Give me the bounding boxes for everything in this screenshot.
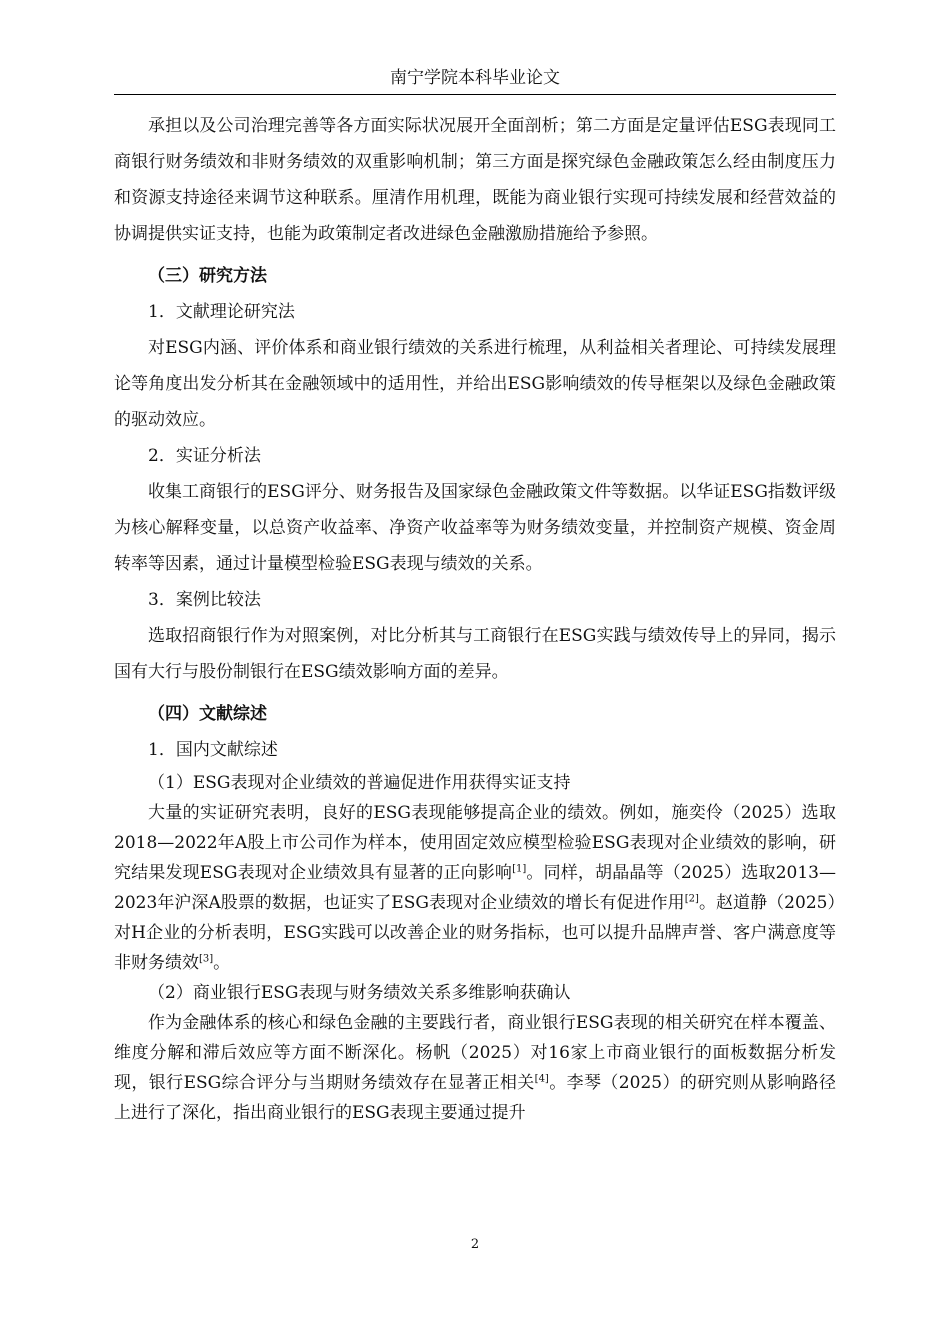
citation-4: [4] [534,1073,549,1085]
review-1a-text-1: 大量的实证研究表明，良好的ESG表现能够提高企业的绩效。例如，施奕伶（2025）选取2018—2022年A股上市公司作为样本，使用固定效应模型检验ESG表现对企业绩效的影响，研究结果发现ESG表现对企业绩效具有显著的正向影响 [114,803,836,883]
paragraph-intro: 承担以及公司治理完善等各方面实际状况展开全面剖析；第二方面是定量评估ESG表现同工商银行财务绩效和非财务绩效的双重影响机制；第三方面是探究绿色金融政策怎么经由制度压力和资源支持途径来调节这种联系。厘清作用机理，既能为商业银行实现可持续发展和经营效益的协调提供实证支持，也能为政策制定者改进绿色金融激励措施给予参照。 [114,116,836,244]
citation-1: [1] [512,863,527,875]
review-1b-text-1: 作为金融体系的核心和绿色金融的主要践行者，商业银行ESG表现的相关研究在样本覆盖、维度分解和滞后效应等方面不断深化。杨帆（2025）对16家上市商业银行的面板数据分析发现，银行ESG综合评分与当期财务绩效存在显著正相关 [114,1013,836,1093]
review-1b-title: （2）商业银行ESG表现与财务绩效关系多维影响获确认 [148,983,571,1003]
review-1a-text-4: 。 [213,953,231,973]
method-2-title: 2．实证分析法 [148,446,261,466]
review-1b-text-2: 。李琴（2025）的研究则从影响路径上进行了深化，指出商业银行的ESG表现主要通过提升 [114,1073,836,1123]
method-1-text: 对ESG内涵、评价体系和商业银行绩效的关系进行梳理，从利益相关者理论、可持续发展理论等角度出发分析其在金融领域中的适用性，并给出ESG影响绩效的传导框架以及绿色金融政策的驱动效应。 [114,338,836,430]
section-heading-literature-review: （四）文献综述 [148,704,267,724]
section-heading-research-methods: （三）研究方法 [148,266,267,286]
review-1b-paragraph [114,1008,836,1128]
method-3-title: 3．案例比较法 [148,590,261,610]
review-1a-text-2: 。同样，胡晶晶等（2025）选取2013—2023年沪深A股票的数据，也证实了ESG表现对企业绩效的增长有促进作用 [114,863,836,913]
review-1a-paragraph [114,798,836,978]
method-1-title: 1．文献理论研究法 [148,302,295,322]
method-2-text: 收集工商银行的ESG评分、财务报告及国家绿色金融政策文件等数据。以华证ESG指数评级为核心解释变量，以总资产收益率、净资产收益率等为财务绩效变量，并控制资产规模、资金周转率等因素，通过计量模型检验ESG表现与绩效的关系。 [114,482,836,574]
review-1a-text-3: 。赵道静（2025）对H企业的分析表明，ESG实践可以改善企业的财务指标，也可以提升品牌声誉、客户满意度等非财务绩效 [114,893,836,973]
citation-2: [2] [684,893,699,905]
document-body [114,108,836,1128]
review-1a-title: （1）ESG表现对企业绩效的普遍促进作用获得实证支持 [148,773,571,793]
page-number: 2 [470,1237,480,1252]
review-1-title: 1．国内文献综述 [148,740,278,760]
method-3-text: 选取招商银行作为对照案例，对比分析其与工商银行在ESG实践与绩效传导上的异同，揭示国有大行与股份制银行在ESG绩效影响方面的差异。 [114,626,836,682]
page-header-title: 南宁学院本科毕业论文 [390,68,560,88]
citation-3: [3] [199,953,214,965]
header-divider [114,94,836,95]
